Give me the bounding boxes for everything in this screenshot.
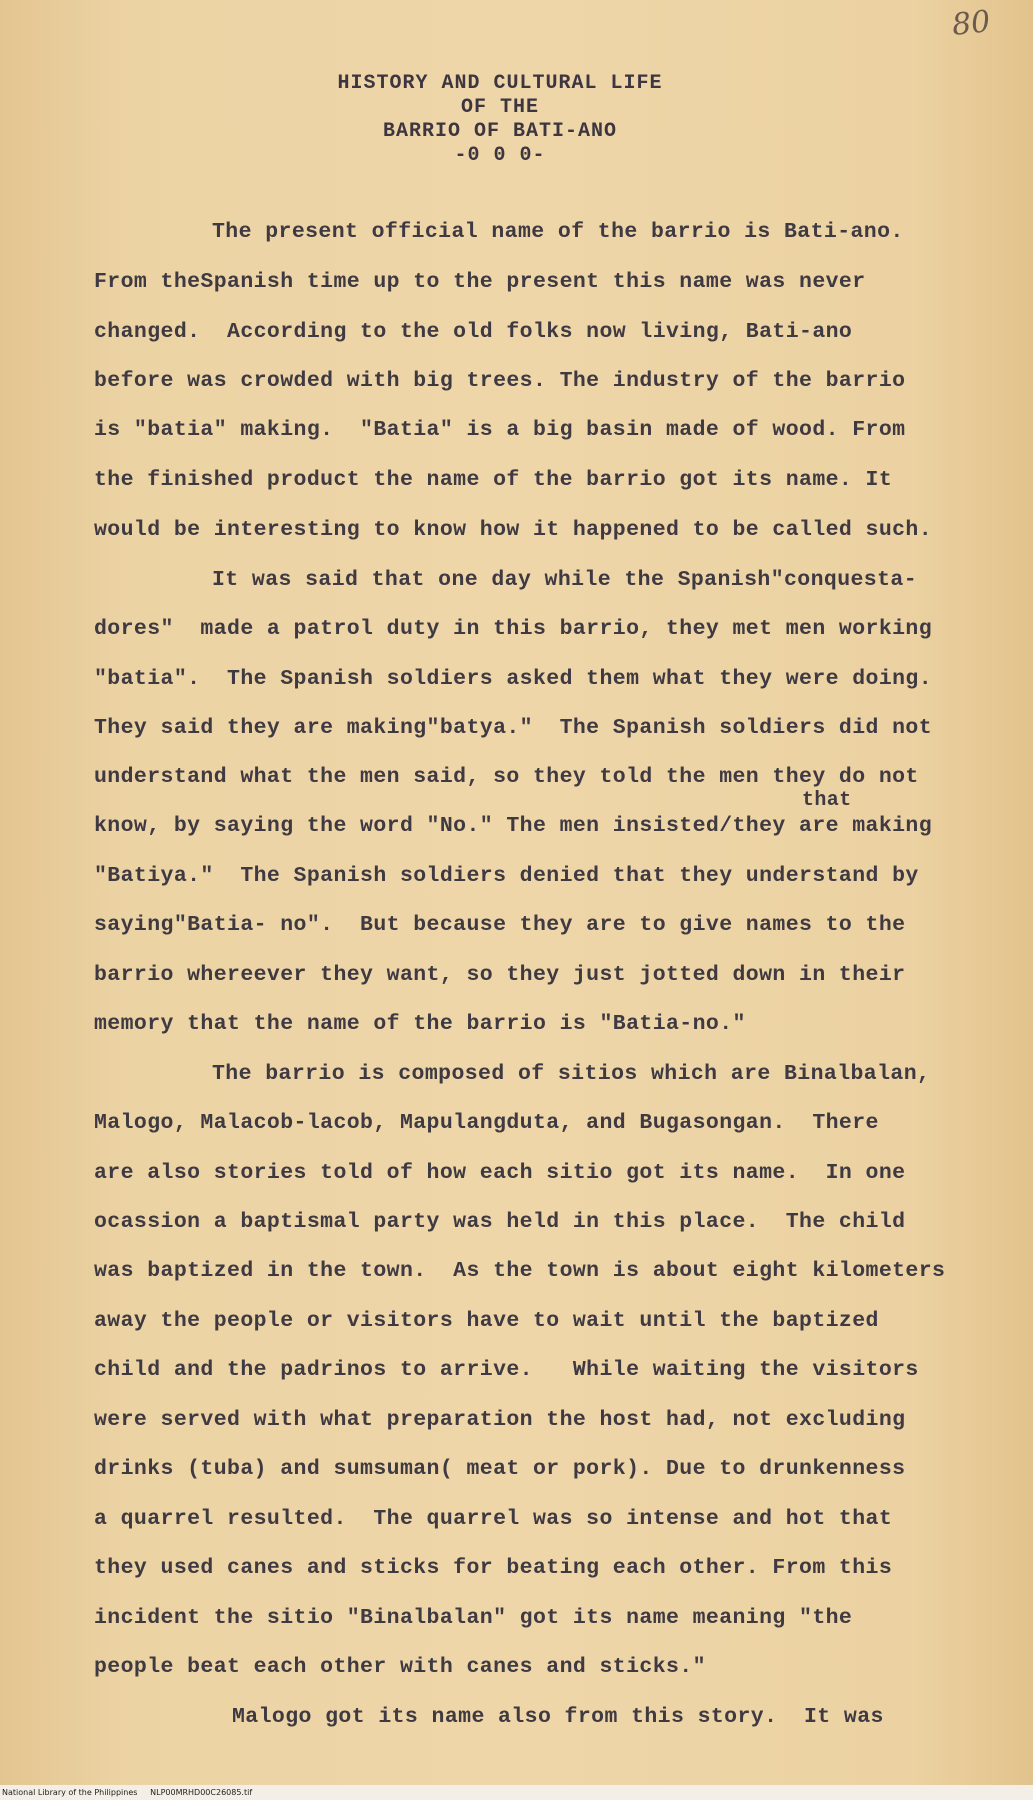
body-line: incident the sitio "Binalbalan" got its name meaning "the xyxy=(94,1606,853,1630)
body-line: know, by saying the word "No." The men insisted/they are making xyxy=(94,814,933,838)
body-line: barrio whereever they want, so they just jotted down in their xyxy=(94,963,906,987)
body-line: before was crowded with big trees. The industry of the barrio xyxy=(94,369,906,393)
body-line: drinks (tuba) and sumsuman( meat or pork). Due to drunkenness xyxy=(94,1457,906,1481)
body-line: From theSpanish time up to the present this name was never xyxy=(94,270,866,294)
body-line: "Batiya." The Spanish soldiers denied that they understand by xyxy=(94,864,919,888)
body-line: The barrio is composed of sitios which are Binalbalan, xyxy=(212,1062,931,1086)
body-line: They said they are making"batya." The Spanish soldiers did not xyxy=(94,716,933,740)
body-line: would be interesting to know how it happened to be called such. xyxy=(94,518,933,542)
body-line: "batia". The Spanish soldiers asked them what they were doing. xyxy=(94,667,933,691)
body-line: were served with what preparation the host had, not excluding xyxy=(94,1408,906,1432)
title-line-1: HISTORY AND CULTURAL LIFE xyxy=(337,72,663,95)
body-line: understand what the men said, so they told the men they do not xyxy=(94,765,919,789)
body-line: a quarrel resulted. The quarrel was so intense and hot that xyxy=(94,1507,893,1531)
body-line: saying"Batia- no". But because they are to give names to the xyxy=(94,913,906,937)
title-line-2: OF THE xyxy=(460,96,539,119)
body-line: Malogo got its name also from this story. It was xyxy=(232,1705,884,1729)
body-line: people beat each other with canes and sticks." xyxy=(94,1655,706,1679)
page-number: 80 xyxy=(950,4,992,43)
archive-footer: National Library of the Philippines NLP00MRHD00C26085.tif xyxy=(0,1785,1033,1800)
body-line: memory that the name of the barrio is "Batia-no." xyxy=(94,1012,746,1036)
body-line: is "batia" making. "Batia" is a big basin made of wood. From xyxy=(94,418,906,442)
body-line: The present official name of the barrio is Bati-ano. xyxy=(212,220,904,244)
title-line-4: -0 0 0- xyxy=(454,144,546,167)
document-title xyxy=(220,72,780,168)
body-line: ocassion a baptismal party was held in this place. The child xyxy=(94,1210,906,1234)
body-line: It was said that one day while the Spanish"conquesta- xyxy=(212,568,918,592)
body-line: Malogo, Malacob-lacob, Mapulangduta, and Bugasongan. There xyxy=(94,1111,879,1135)
body-line: was baptized in the town. As the town is about eight kilometers xyxy=(94,1259,946,1283)
body-line: child and the padrinos to arrive. While waiting the visitors xyxy=(94,1358,919,1382)
body-line: away the people or visitors have to wait until the baptized xyxy=(94,1309,879,1333)
body-line: the finished product the name of the barrio got its name. It xyxy=(94,468,893,492)
title-line-3: BARRIO OF BATI-ANO xyxy=(382,120,618,143)
body-line: changed. According to the old folks now living, Bati-ano xyxy=(94,320,853,344)
body-line: are also stories told of how each sitio got its name. In one xyxy=(94,1161,906,1185)
body-line: dores" made a patrol duty in this barrio, they met men working xyxy=(94,617,933,641)
body-line: they used canes and sticks for beating each other. From this xyxy=(94,1556,893,1580)
interlinear-insertion: that xyxy=(802,789,852,812)
